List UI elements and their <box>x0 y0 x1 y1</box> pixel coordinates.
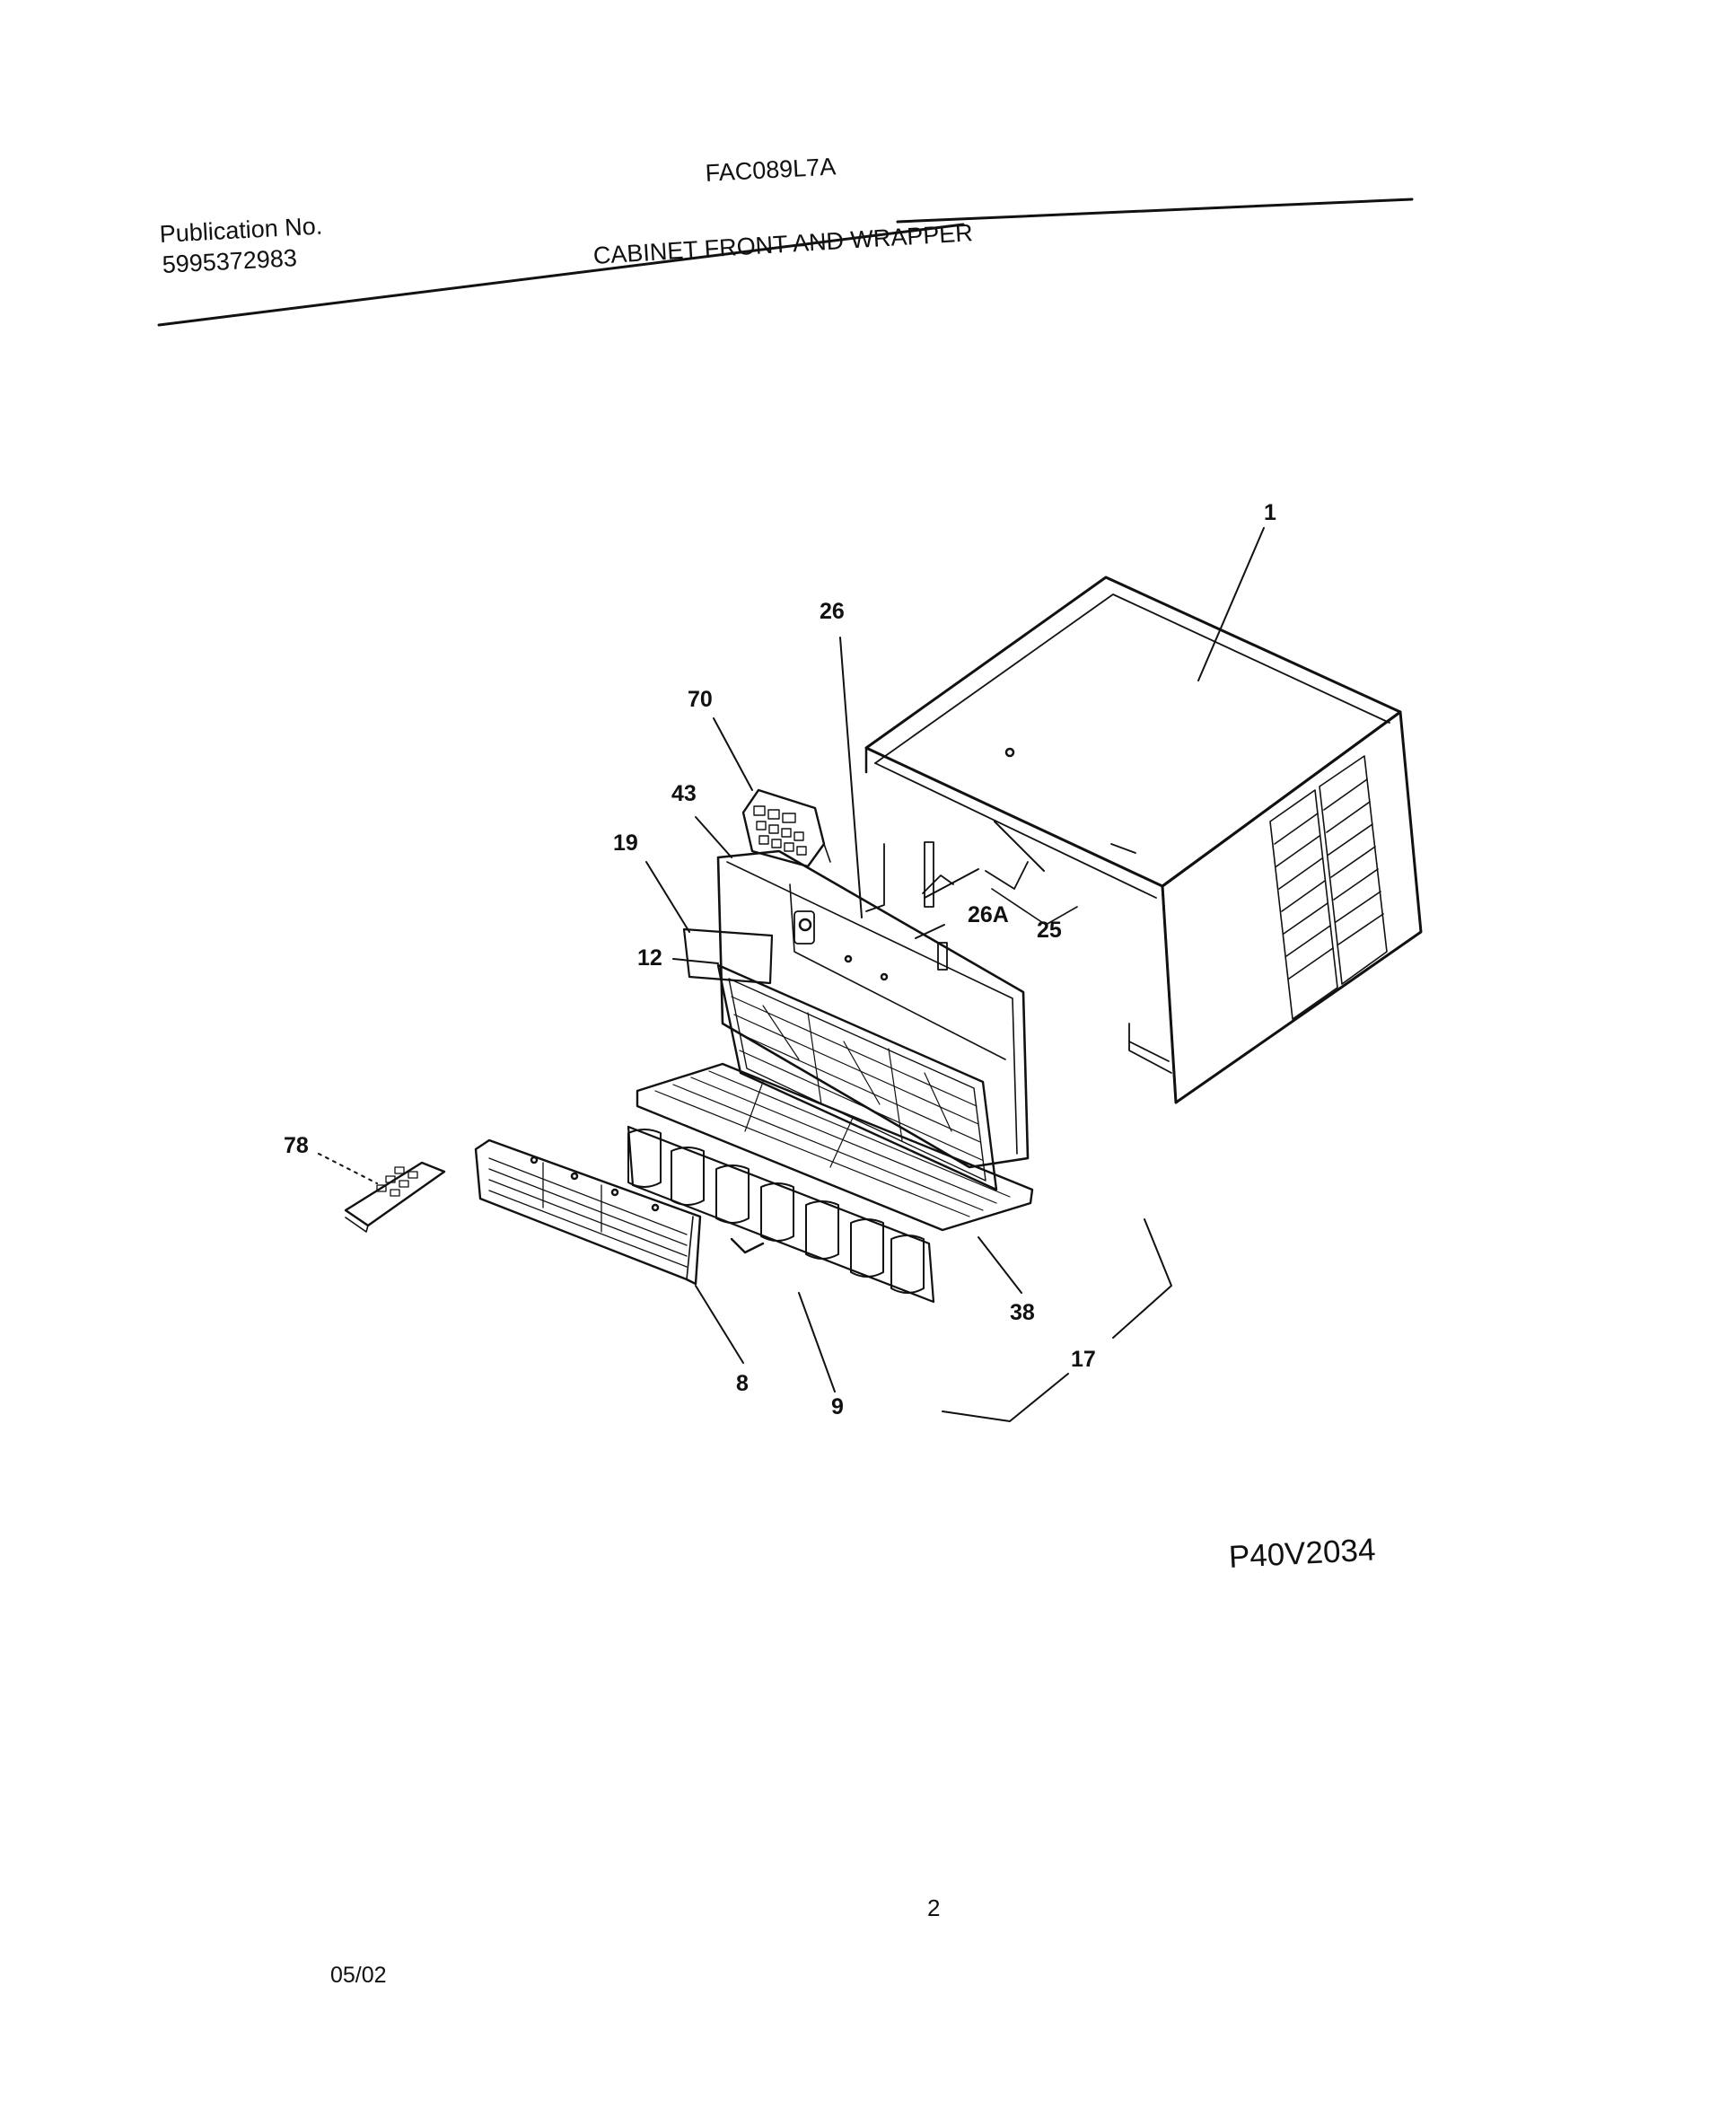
leader-12 <box>673 959 718 963</box>
leader-lines <box>319 528 1264 1421</box>
callout-17: 17 <box>1071 1347 1096 1372</box>
leader-26 <box>840 637 862 918</box>
leader-43 <box>696 817 732 857</box>
callout-1: 1 <box>1264 500 1276 525</box>
callout-19: 19 <box>613 830 638 856</box>
leader-17-lower <box>943 1374 1068 1421</box>
callout-78: 78 <box>284 1133 309 1158</box>
callout-43: 43 <box>671 781 697 806</box>
callout-26: 26 <box>820 599 845 624</box>
leader-70 <box>714 718 752 790</box>
publication-label: Publication No. <box>159 212 323 248</box>
callout-25: 25 <box>1037 918 1062 943</box>
model-number: FAC089L7A <box>705 153 837 187</box>
revision-date: 05/02 <box>330 1963 387 1988</box>
page-number: 2 <box>927 1894 941 1921</box>
figure-code: P40V2034 <box>1228 1532 1377 1575</box>
callout-70: 70 <box>688 687 713 712</box>
cabinet-wrapper-part <box>866 577 1421 1103</box>
leader-78 <box>319 1154 377 1183</box>
leader-38 <box>978 1237 1021 1293</box>
front-panel-part <box>718 851 1028 1167</box>
callout-26a: 26A <box>968 902 1009 927</box>
leader-25 <box>995 822 1044 871</box>
leader-1 <box>1198 528 1264 681</box>
callout-8: 8 <box>736 1371 749 1396</box>
leader-8 <box>696 1286 743 1363</box>
leader-19 <box>646 862 689 932</box>
label-plate-part <box>684 929 772 983</box>
callout-9: 9 <box>831 1394 844 1419</box>
callout-12: 12 <box>637 945 662 971</box>
leader-17-upper <box>1113 1219 1171 1338</box>
front-grille-part <box>476 1140 700 1284</box>
remote-control-part <box>346 1163 444 1232</box>
callout-38: 38 <box>1010 1300 1035 1325</box>
publication-number: 5995372983 <box>162 244 298 278</box>
header-rule-bottom <box>159 224 963 325</box>
section-title: CABINET FRONT AND WRAPPER <box>592 219 974 269</box>
header-rule-top <box>898 199 1412 222</box>
leader-9 <box>799 1293 835 1392</box>
